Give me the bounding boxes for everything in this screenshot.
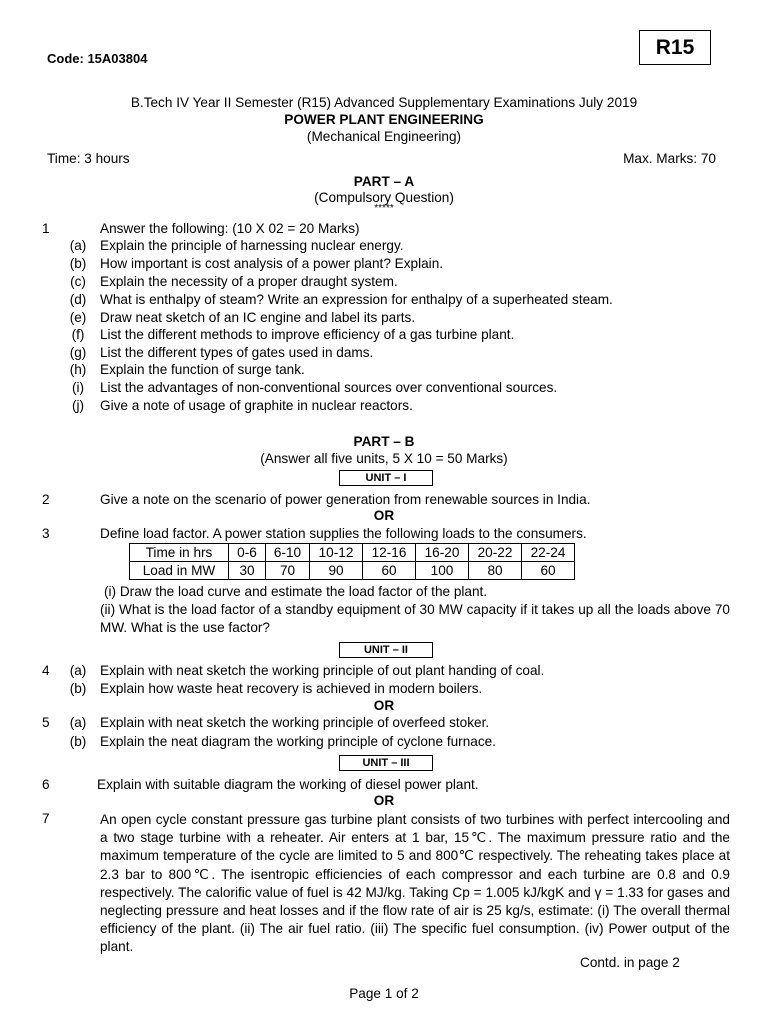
list-item: Explain the necessity of a proper draught system. — [100, 274, 398, 289]
table-cell: 0-6 — [229, 544, 266, 562]
table-row — [130, 544, 575, 562]
question-6: Explain with suitable diagram the working of diesel power plant. — [97, 777, 479, 792]
table-cell: 80 — [469, 562, 522, 580]
table-cell: 6-10 — [266, 544, 310, 562]
item-label: (d) — [69, 292, 87, 307]
list-item: Draw neat sketch of an IC engine and label its parts. — [100, 310, 416, 325]
item-label: (a) — [69, 663, 87, 678]
or-separator: OR — [373, 793, 395, 808]
item-label: (j) — [71, 398, 85, 413]
part-a-instruction: Answer the following: (10 X 02 = 20 Marks) — [100, 221, 360, 236]
table-row — [130, 562, 575, 580]
question-4a: Explain with neat sketch the working principle of out plant handing of coal. — [100, 663, 545, 678]
question-3-part-ii: (ii) What is the load factor of a standby equipment of 30 MW capacity if it takes up all the loads above 70 MW. What is the use factor? — [100, 602, 730, 636]
continued-note: Contd. in page 2 — [580, 955, 680, 970]
question-4b: Explain how waste heat recovery is achieved in modern boilers. — [100, 681, 483, 696]
max-marks: Max. Marks: 70 — [623, 151, 716, 166]
table-cell: 16-20 — [416, 544, 469, 562]
list-item: What is enthalpy of steam? Write an expression for enthalpy of a superheated steam. — [100, 292, 613, 307]
unit-2-heading: UNIT – II — [339, 642, 433, 658]
list-item: List the advantages of non-conventional sources over conventional sources. — [100, 380, 558, 395]
exam-code: Code: 15A03804 — [47, 51, 148, 66]
table-cell: Load in MW — [130, 562, 229, 580]
list-item: Give a note of usage of graphite in nuclear reactors. — [100, 398, 413, 413]
unit-3-heading: UNIT – III — [339, 755, 433, 771]
list-item: How important is cost analysis of a power plant? Explain. — [100, 256, 444, 271]
exam-title: B.Tech IV Year II Semester (R15) Advanced Supplementary Examinations July 2019 — [130, 95, 638, 110]
item-label: (g) — [69, 345, 87, 360]
stars-divider: ***** — [374, 203, 394, 214]
table-cell: 60 — [522, 562, 575, 580]
question-5a: Explain with neat sketch the working principle of overfeed stoker. — [100, 715, 490, 730]
list-item: Explain the function of surge tank. — [100, 362, 305, 377]
item-label: (c) — [70, 274, 86, 289]
item-label: (b) — [69, 256, 87, 271]
table-cell: 10-12 — [310, 544, 363, 562]
exam-time: Time: 3 hours — [47, 151, 130, 166]
or-separator: OR — [373, 698, 395, 713]
question-number: 5 — [42, 715, 50, 730]
branch-name: (Mechanical Engineering) — [306, 129, 462, 144]
item-label: (a) — [69, 715, 87, 730]
part-a-title: PART – A — [353, 174, 415, 189]
subject-title: POWER PLANT ENGINEERING — [284, 112, 484, 127]
question-number: 3 — [42, 526, 50, 541]
list-item: List the different methods to improve efficiency of a gas turbine plant. — [100, 327, 515, 342]
table-cell: 12-16 — [363, 544, 416, 562]
item-label: (a) — [69, 238, 87, 253]
table-cell: 60 — [363, 562, 416, 580]
or-separator: OR — [373, 508, 395, 523]
list-item: List the different types of gates used in dams. — [100, 345, 374, 360]
table-cell: 30 — [229, 562, 266, 580]
regulation-badge: R15 — [639, 30, 711, 65]
item-label: (h) — [69, 362, 87, 377]
question-number: 2 — [42, 492, 50, 507]
item-label: (e) — [69, 310, 87, 325]
table-cell: 70 — [266, 562, 310, 580]
question-3-part-i: (i) Draw the load curve and estimate the load factor of the plant. — [104, 584, 488, 599]
table-cell: 20-22 — [469, 544, 522, 562]
table-cell: 22-24 — [522, 544, 575, 562]
question-number: 4 — [42, 663, 50, 678]
item-label: (b) — [69, 681, 87, 696]
part-b-title: PART – B — [353, 434, 415, 449]
table-cell: Time in hrs — [130, 544, 229, 562]
question-number: 1 — [42, 221, 50, 236]
table-cell: 100 — [416, 562, 469, 580]
part-a-subtitle: (Compulsory Question) — [314, 190, 454, 205]
item-label: (i) — [71, 380, 85, 395]
question-7: An open cycle constant pressure gas turbine plant consists of two turbines with perfect intercooling and a two stage turbine with a reheater. Air enters at 1 bar, 15℃. The maximum pressure ratio and the maximum temperature of the cycle are limited to 5 and 800℃ respectively. The reheating takes place at 2.3 bar to 800℃. The isentropic efficiencies of each compressor and each turbine are 0.8 and 0.9 respectively. The calorific value of fuel is 42 MJ/kg. Taking Cp = 1.005 kJ/kgK and γ = 1.33 for gases and neglecting pressure and heat losses and if the flow rate of air is 25 kg/s, estimate: (i) The overall thermal efficiency of the plant. (ii) The air fuel ratio. (iii) The specific fuel consumption. (iv) Power output of the plant. — [100, 812, 730, 955]
table-cell: 90 — [310, 562, 363, 580]
part-b-subtitle: (Answer all five units, 5 X 10 = 50 Marks) — [260, 451, 508, 466]
item-label: (f) — [71, 327, 85, 342]
question-2: Give a note on the scenario of power generation from renewable sources in India. — [100, 492, 591, 507]
question-5b: Explain the neat diagram the working principle of cyclone furnace. — [100, 734, 496, 749]
page-number: Page 1 of 2 — [349, 986, 419, 1001]
list-item: Explain the principle of harnessing nuclear energy. — [100, 238, 404, 253]
question-3: Define load factor. A power station supplies the following loads to the consumers. — [100, 526, 587, 541]
load-table — [129, 543, 575, 580]
question-number: 6 — [42, 777, 50, 792]
question-number: 7 — [42, 811, 50, 826]
unit-1-heading: UNIT – I — [339, 470, 433, 486]
item-label: (b) — [69, 734, 87, 749]
